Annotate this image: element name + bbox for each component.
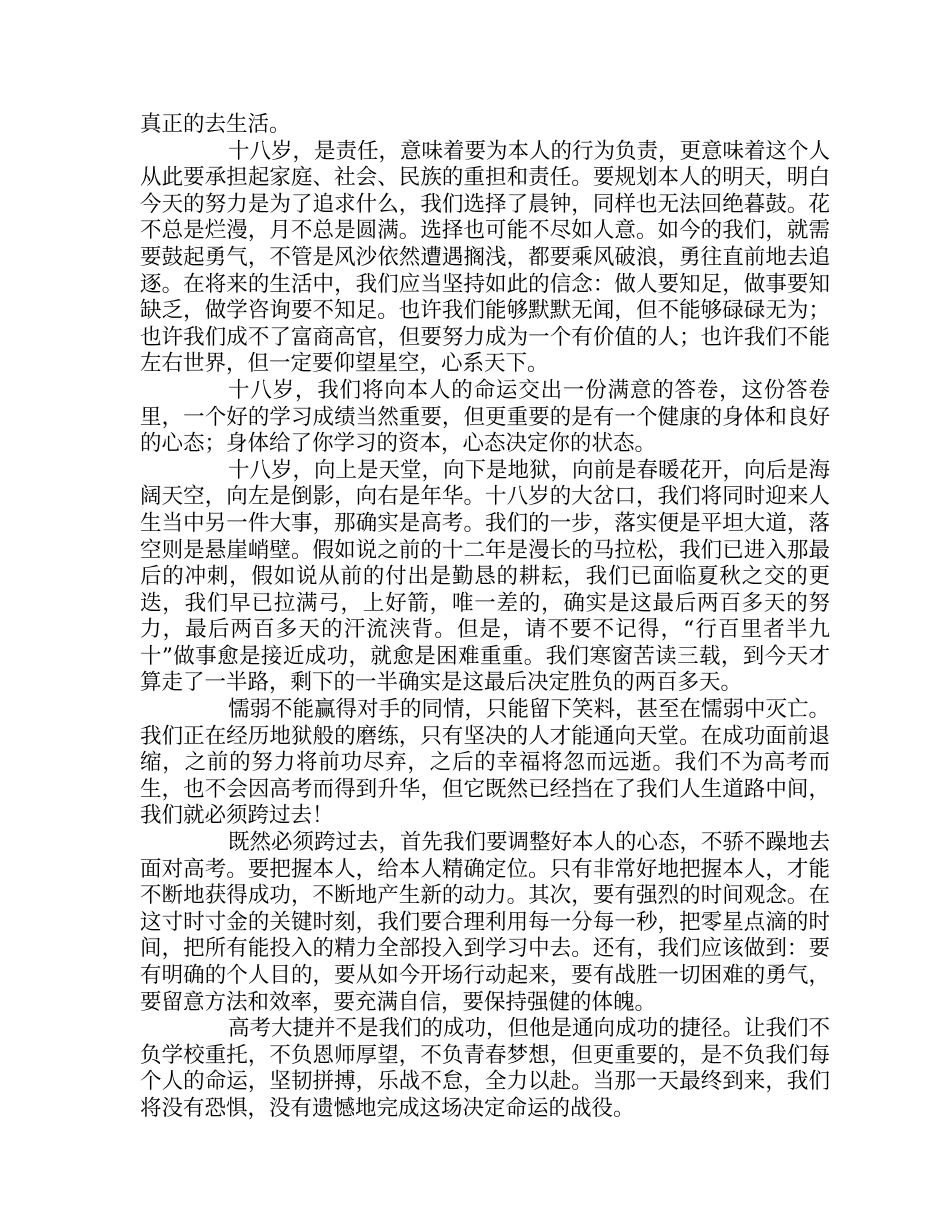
paragraph-2: 十八岁，是责任，意味着要为本人的行为负责，更意味着这个人从此要承担起家庭、社会、民族的重担和责任。要规划本人的明天，明白今天的努力是为了追求什么，我们选择了晨钟，同样也无法回绝暮鼓。花不总是烂漫，月不总是圆满。选择也可能不尽如人意。如今的我们，就需要鼓起勇气，不管是风沙依然遭遇搁浅，都要乘风破浪，勇往直前地去追逐。在将来的生活中，我们应当坚持如此的信念：做人要知足，做事要知缺乏，做学咨询要不知足。也许我们能够默默无闻，但不能够碌碌无为；也许我们成不了富商高官，但要努力成为一个有价值的人；也许我们不能左右世界，但一定要仰望星空，心系天下。	[140, 138, 831, 377]
paragraph-3: 十八岁，我们将向本人的命运交出一份满意的答卷，这份答卷里，一个好的学习成绩当然重要，但更重要的是有一个健康的身体和良好的心态；身体给了你学习的资本，心态决定你的状态。	[140, 377, 830, 457]
document-body	[140, 112, 830, 1123]
paragraph-5: 懦弱不能赢得对手的同情，只能留下笑料，甚至在懦弱中灭亡。我们正在经历地狱般的磨练，只有坚决的人才能通向天堂。在成功面前退缩，之前的努力将前功尽弃，之后的幸福将忽而远逝。我们不为高考而生，也不会因高考而得到升华，但它既然已经挡在了我们人生道路中间，我们就必须跨过去！	[140, 697, 831, 829]
paragraph-4: 十八岁，向上是天堂，向下是地狱，向前是春暖花开，向后是海阔天空，向左是倒影，向右是年华。十八岁的大岔口，我们将同时迎来人生当中另一件大事，那确实是高考。我们的一步，落实便是平坦大道，落空则是悬崖峭壁。假如说之前的十二年是漫长的马拉松，我们已进入那最后的冲刺，假如说从前的付出是勤恳的耕耘，我们已面临夏秋之交的更迭，我们早已拉满弓，上好箭，唯一差的，确实是这最后两百多天的努力，最后两百多天的汗流浃背。但是，请不要不记得，“行百里者半九十”做事愈是接近成功，就愈是困难重重。我们寒窗苦读三载，到今天才算走了一半路，剩下的一半确实是这最后决定胜负的两百多天。	[140, 457, 831, 696]
paragraph-6: 既然必须跨过去，首先我们要调整好本人的心态，不骄不躁地去面对高考。要把握本人，给本人精确定位。只有非常好地把握本人，才能不断地获得成功，不断地产生新的动力。其次，要有强烈的时间观念。在这寸时寸金的关键时刻，我们要合理利用每一分每一秒，把零星点滴的时间，把所有能投入的精力全部投入到学习中去。还有，我们应该做到：要有明确的个人目的，要从如今开场行动起来，要有战胜一切困难的勇气，要留意方法和效率，要充满自信，要保持强健的体魄。	[140, 830, 831, 1015]
paragraph-7: 高考大捷并不是我们的成功，但他是通向成功的捷径。让我们不负学校重托，不负恩师厚望，不负青春梦想，但更重要的，是不负我们每个人的命运，坚韧拼搏，乐战不怠，全力以赴。当那一天最终到来，我们将没有恐惧，没有遗憾地完成这场决定命运的战役。	[140, 1016, 831, 1121]
paragraph-1: 真正的去生活。	[140, 112, 291, 137]
